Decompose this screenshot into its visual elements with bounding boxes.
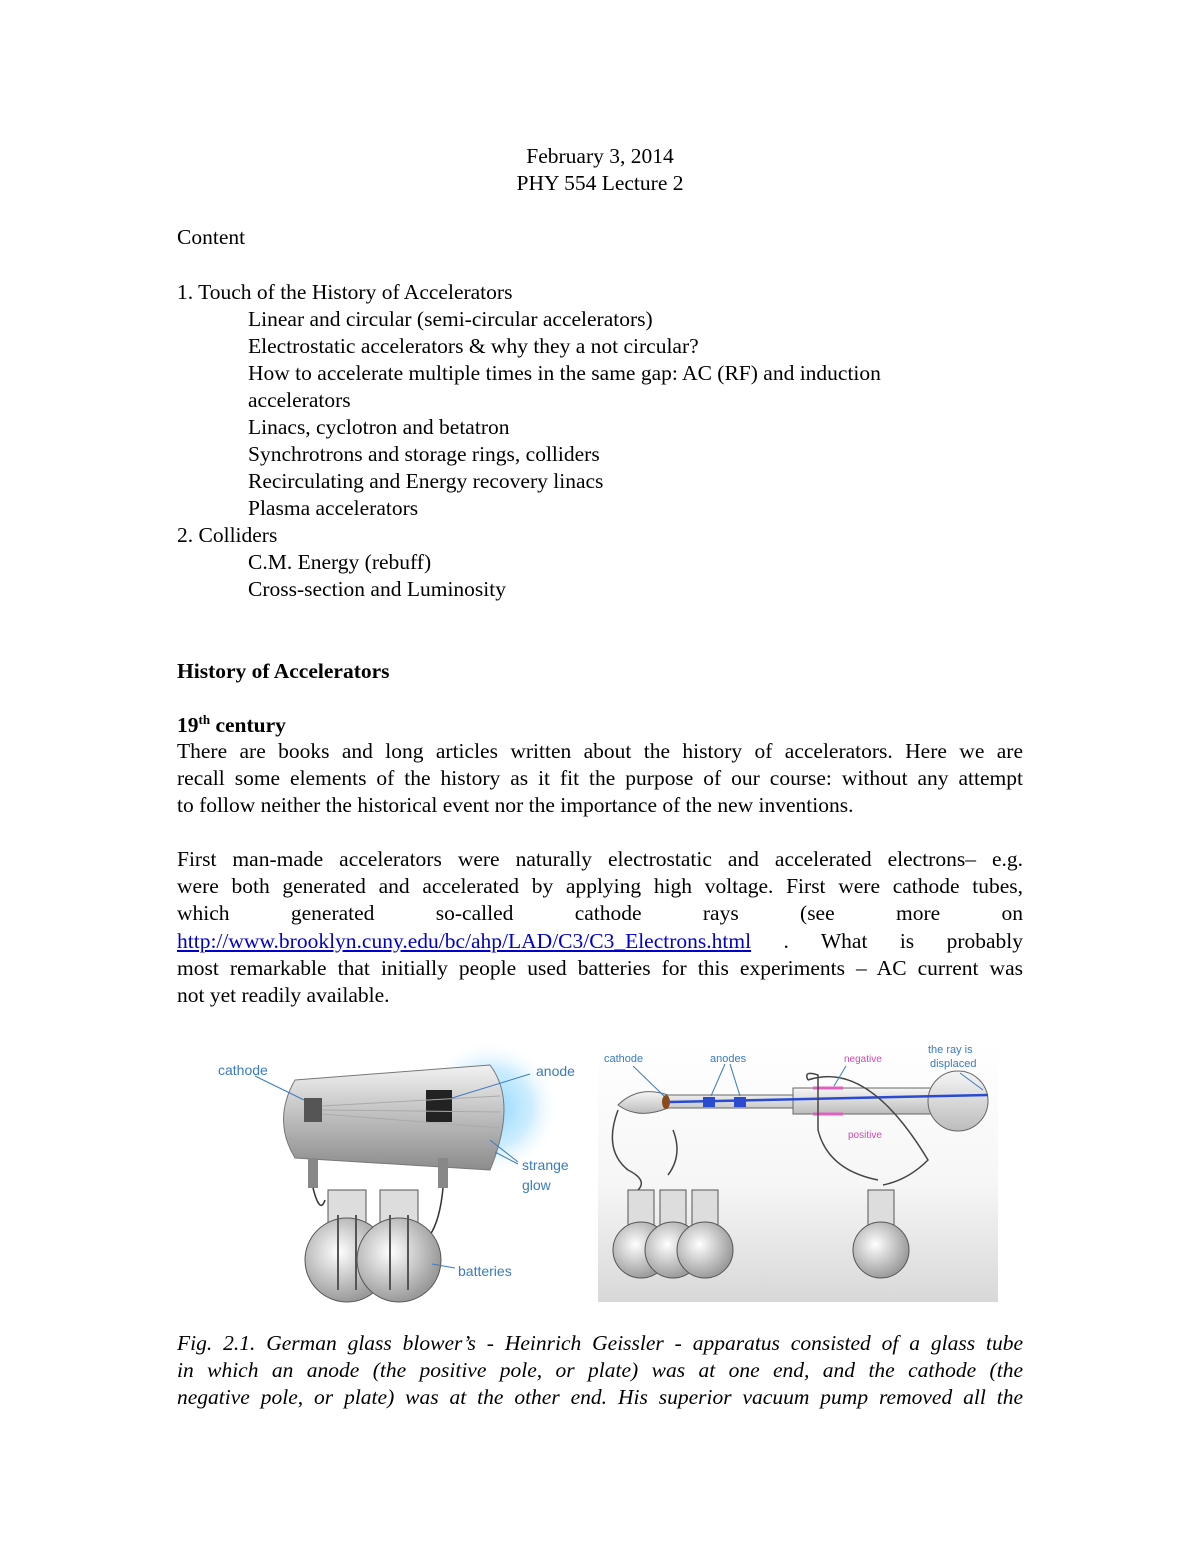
anode-plate (426, 1090, 452, 1122)
battery-jar (357, 1190, 441, 1302)
glow-label: glow (522, 1177, 551, 1193)
ray-displaced-label-line1: the ray is (928, 1044, 973, 1056)
cathode-plate (304, 1098, 322, 1122)
century-number: 19 (177, 713, 199, 737)
anodes-label: anodes (710, 1053, 747, 1065)
paragraph-line: were both generated and accelerated by applying high voltage. First were cathode tubes, (177, 874, 1023, 899)
paragraph-line (177, 928, 1023, 955)
toc-section-2: 2. Colliders (177, 523, 278, 547)
toc-item: Linacs, cyclotron and betatron (248, 415, 510, 439)
toc-item: Plasma accelerators (248, 496, 419, 520)
century-superscript: th (198, 711, 211, 727)
section-heading: History of Accelerators (177, 659, 390, 683)
positive-label: positive (848, 1130, 882, 1141)
cathode-label: cathode (218, 1062, 268, 1078)
link-trailing-text: . What is probably (751, 928, 1023, 953)
cathode-tube-illustration (200, 1040, 585, 1305)
cathode-label: cathode (604, 1053, 644, 1065)
paragraph-intro (177, 738, 1023, 820)
cathode-disc (662, 1095, 670, 1109)
toc-item: Cross-section and Luminosity (248, 577, 506, 601)
negative-label: negative (844, 1054, 882, 1065)
toc-item: How to accelerate multiple times in the same gap: AC (RF) and induction (248, 361, 881, 385)
anode-label: anode (536, 1063, 575, 1079)
paragraph-line: most remarkable that initially people used batteries for this experiments – AC current was (177, 955, 1023, 980)
lecture-title: PHY 554 Lecture 2 (516, 171, 684, 195)
toc-item: accelerators (248, 388, 351, 412)
paragraph-line: not yet readily available. (177, 982, 390, 1007)
toc-item: C.M. Energy (rebuff) (248, 550, 432, 574)
paragraph-line: There are books and long articles written about the history of accelerators. Here we are (177, 739, 1023, 763)
lecture-date: February 3, 2014 (526, 144, 674, 168)
paragraph-line: to follow neither the historical event nor the importance of the new inventions. (177, 793, 854, 818)
strange-label: strange (522, 1157, 569, 1173)
subsection-heading (177, 712, 286, 739)
paragraph-line: First man-made accelerators were naturally electrostatic and accelerated electrons– e.g. (177, 847, 1023, 871)
tube-bulb (928, 1071, 988, 1131)
toc-section-1: 1. Touch of the History of Accelerators (177, 280, 513, 304)
batteries-label: batteries (458, 1263, 512, 1279)
contents-heading: Content (177, 225, 246, 249)
caption-line: in which an anode (the positive pole, or plate) was at one end, and the cathode (the (177, 1358, 1023, 1383)
toc-item: Synchrotrons and storage rings, colliders (248, 442, 600, 466)
paragraph-cathode-tubes (177, 846, 1023, 1009)
caption-line: Fig. 2.1. German glass blower’s - Heinrich Geissler - apparatus consisted of a glass tube (177, 1331, 1023, 1355)
caption-line: negative pole, or plate) was at the other end. His superior vacuum pump removed all the (177, 1385, 1023, 1410)
toc-item: Linear and circular (semi-circular accelerators) (248, 307, 653, 331)
brooklyn-electrons-link[interactable]: http://www.brooklyn.cuny.edu/bc/ahp/LAD/C3/C3_Electrons.html (177, 928, 752, 953)
paragraph-line: recall some elements of the history as it fit the purpose of our course: without any attempt (177, 766, 1023, 791)
toc-item: Electrostatic accelerators & why they a not circular? (248, 334, 699, 358)
toc-item: Recirculating and Energy recovery linacs (248, 469, 604, 493)
deflection-tube-illustration (598, 1040, 998, 1302)
century-word: century (210, 713, 286, 737)
figure-caption (177, 1330, 1023, 1412)
ray-displaced-label-line2: displaced (930, 1058, 977, 1070)
paragraph-line: which generated so-called cathode rays (see more on (177, 901, 1023, 926)
